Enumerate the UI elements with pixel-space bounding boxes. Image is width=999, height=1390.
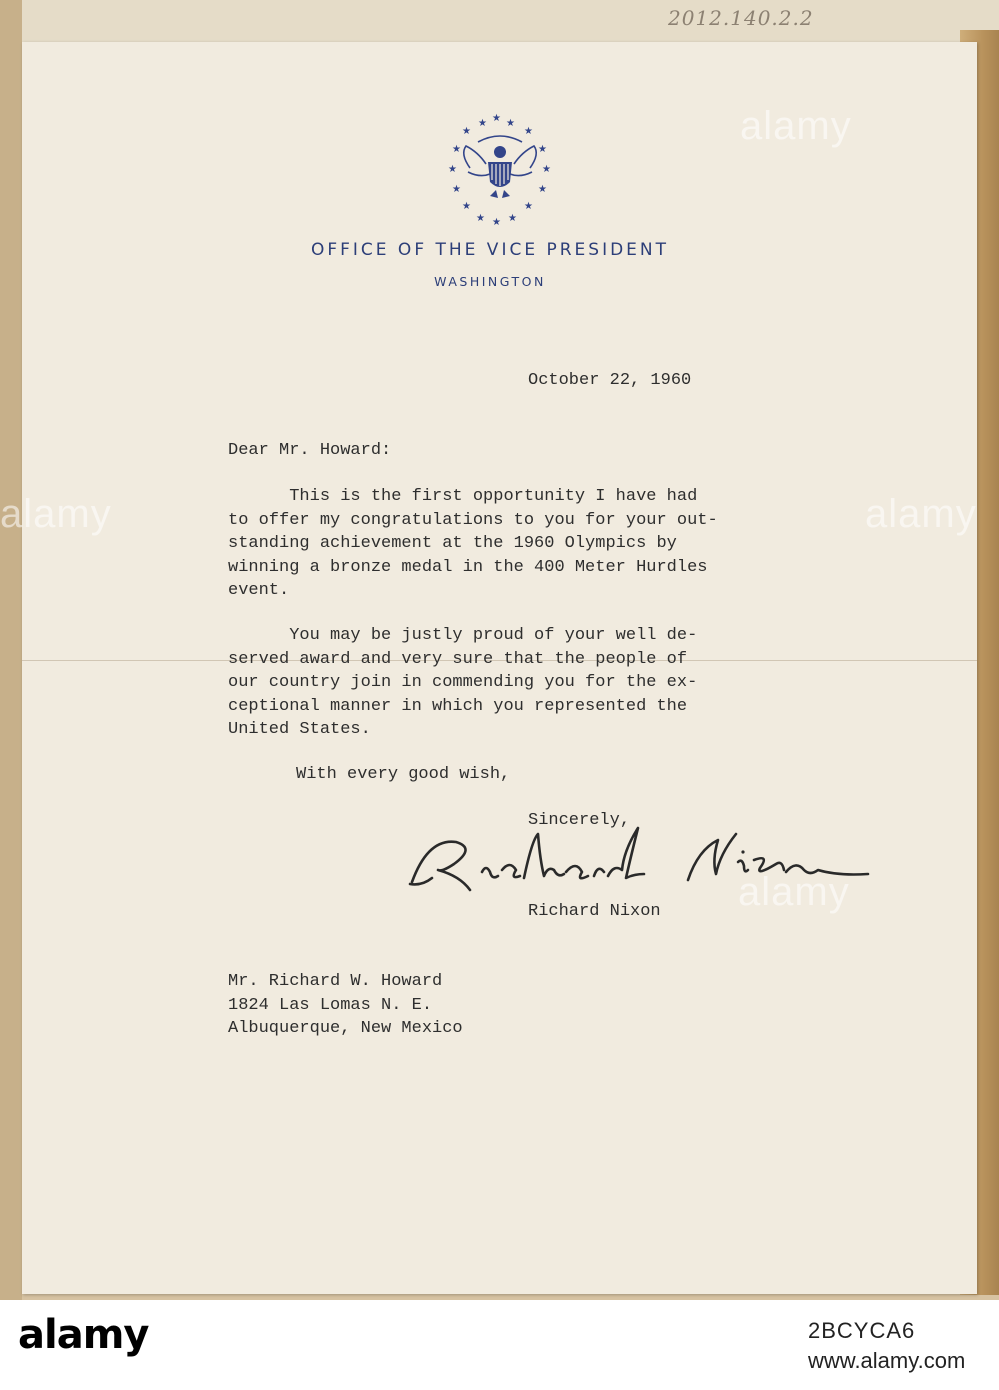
- watermark: alamy: [738, 870, 850, 914]
- svg-text:★: ★: [538, 144, 547, 155]
- svg-text:★: ★: [506, 118, 515, 129]
- vice-president-seal-icon: [440, 112, 560, 230]
- letter-sign-off: Sincerely,: [528, 811, 631, 830]
- footer-band: [0, 1300, 999, 1390]
- svg-text:★: ★: [448, 164, 457, 175]
- letter-paragraph: This is the first opportunity I have had to offer my congratulations to you for your out- standing achievement at the 1960 Olympics by winning a bronze medal in the 400 Meter Hurdles event.: [228, 487, 718, 600]
- backing-board-left: [0, 0, 22, 1300]
- watermark: alamy: [865, 492, 977, 536]
- letter-paragraph: You may be justly proud of your well de- served award and very sure that the people of our country join in commending you for the ex- ceptional manner in which you represented the United States.: [228, 626, 698, 739]
- letterhead-office: OFFICE OF THE VICE PRESIDENT: [310, 240, 670, 260]
- footer-image-id: 2BCYCA6: [808, 1318, 916, 1343]
- svg-text:★: ★: [462, 126, 471, 137]
- svg-text:★: ★: [478, 118, 487, 129]
- backing-board-top: [0, 0, 999, 44]
- accession-number: 2012.140.2.2: [668, 6, 814, 30]
- footer-logo: alamy: [18, 1312, 149, 1358]
- svg-text:★: ★: [524, 201, 533, 212]
- watermark: alamy: [0, 492, 112, 536]
- svg-text:★: ★: [508, 213, 517, 224]
- svg-text:★: ★: [462, 201, 471, 212]
- footer-url: www.alamy.com: [808, 1348, 966, 1373]
- svg-text:★: ★: [538, 184, 547, 195]
- svg-text:★: ★: [452, 184, 461, 195]
- svg-text:★: ★: [492, 217, 501, 228]
- letterhead-city: WASHINGTON: [434, 274, 546, 289]
- letter-salutation: Dear Mr. Howard:: [228, 441, 392, 460]
- signer-name: Richard Nixon: [528, 902, 661, 921]
- svg-text:★: ★: [452, 144, 461, 155]
- svg-text:★: ★: [524, 126, 533, 137]
- svg-text:★: ★: [476, 213, 485, 224]
- svg-text:★: ★: [542, 164, 551, 175]
- watermark: alamy: [740, 104, 852, 148]
- letter-date: October 22, 1960: [528, 371, 692, 390]
- recipient-address: Mr. Richard W. Howard 1824 Las Lomas N. E. Albuquerque, New Mexico: [228, 972, 463, 1038]
- letter-closing-wish: With every good wish,: [296, 765, 511, 784]
- svg-text:★: ★: [492, 113, 501, 124]
